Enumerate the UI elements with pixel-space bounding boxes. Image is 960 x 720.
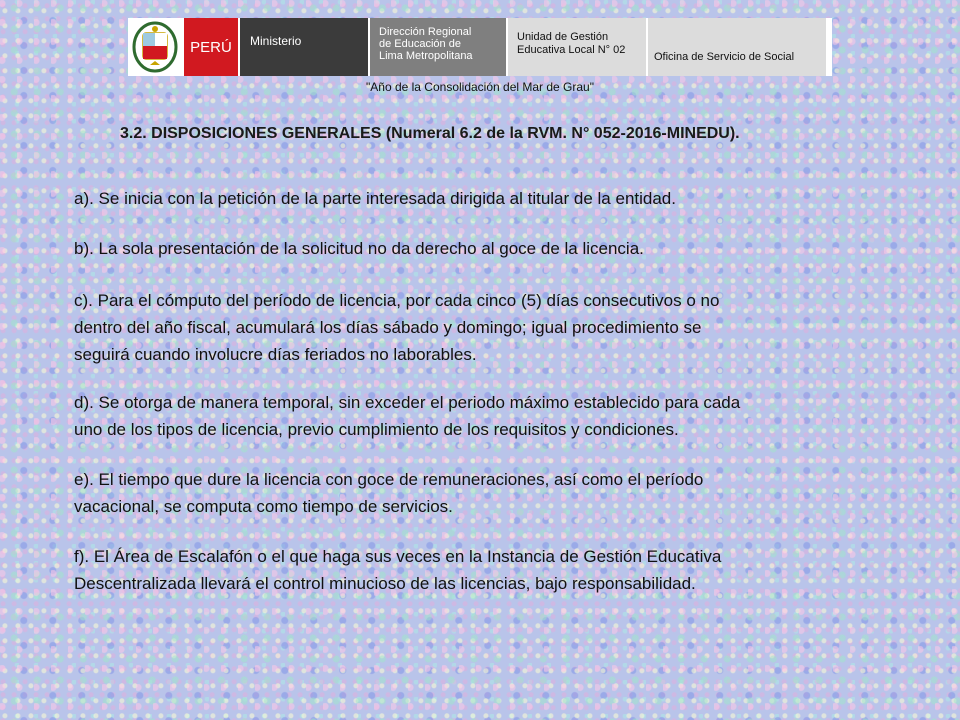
list-item-line: vacacional, se computa como tiempo de servicios. <box>74 497 453 516</box>
ugel-line: Unidad de Gestión <box>517 31 609 43</box>
year-motto: "Año de la Consolidación del Mar de Grau" <box>366 80 594 94</box>
list-item-line: c). Para el cómputo del período de licencia, por cada cinco (5) días consecutivos o no <box>74 291 720 310</box>
office-box <box>646 18 826 76</box>
list-item <box>74 466 934 520</box>
regional-directorate-line: Dirección Regional <box>379 26 472 38</box>
institutional-banner <box>128 18 832 76</box>
list-item-line: uno de los tipos de licencia, previo cumplimiento de los requisitos y condiciones. <box>74 420 679 439</box>
ministry-label: Ministerio <box>238 18 368 76</box>
list-item-line: f). El Área de Escalafón o el que haga sus veces en la Instancia de Gestión Educativa <box>74 547 722 566</box>
list-item <box>74 389 934 443</box>
list-item-line: dentro del año fiscal, acumulará los días sábado y domingo; igual procedimiento se <box>74 318 702 337</box>
regional-directorate-line: de Educación de <box>379 38 461 50</box>
list-item-line: Descentralizada llevará el control minucioso de las licencias, bajo responsabilidad. <box>74 574 696 593</box>
regional-directorate-box <box>368 18 506 76</box>
office-label: Oficina de Servicio de Social <box>654 51 795 63</box>
ugel-box <box>506 18 646 76</box>
list-item <box>74 235 934 262</box>
list-item-line: e). El tiempo que dure la licencia con goce de remuneraciones, así como el período <box>74 470 704 489</box>
list-item-line: a). Se inicia con la petición de la parte interesada dirigida al titular de la entidad. <box>74 189 676 208</box>
list-item-line: b). La sola presentación de la solicitud no da derecho al goce de la licencia. <box>74 239 644 258</box>
peru-label: PERÚ <box>182 18 238 76</box>
section-title: 3.2. DISPOSICIONES GENERALES (Numeral 6.2 de la RVM. N° 052-2016-MINEDU). <box>120 125 740 142</box>
list-item <box>74 543 934 597</box>
coat-of-arms <box>128 18 182 76</box>
peru-coat-of-arms-icon <box>132 21 178 73</box>
ugel-line: Educativa Local N° 02 <box>517 44 626 56</box>
list-item-line: seguirá cuando involucre días feriados no laborables. <box>74 345 477 364</box>
list-item <box>74 287 934 368</box>
regional-directorate-line: Lima Metropolitana <box>379 50 473 62</box>
list-item-line: d). Se otorga de manera temporal, sin exceder el periodo máximo establecido para cada <box>74 393 741 412</box>
list-item <box>74 185 934 212</box>
